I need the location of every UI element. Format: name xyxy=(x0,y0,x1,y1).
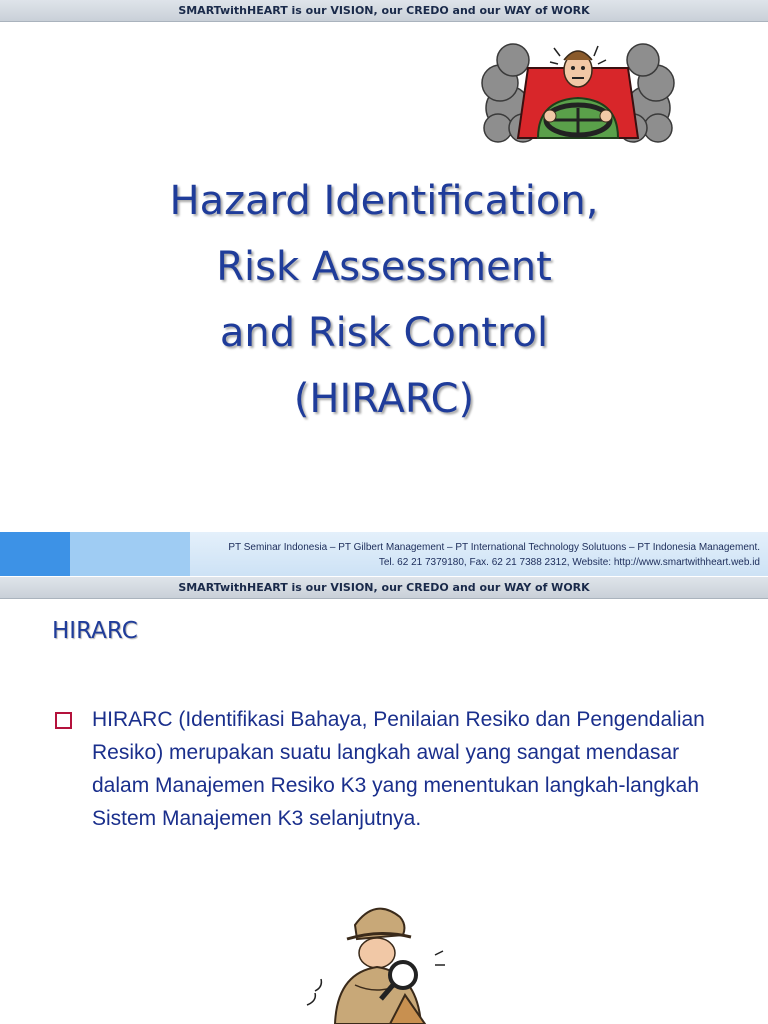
footer-companies: PT Seminar Indonesia – PT Gilbert Management – PT International Technology Solutuons – PT Indonesia Management. xyxy=(228,542,760,553)
slide2-header-text: SMARTwithHEART is our VISION, our CREDO and our WAY of WORK xyxy=(178,581,590,594)
slide1-footer-text xyxy=(190,540,760,570)
title-line-4: (HIRARC) xyxy=(293,376,475,422)
title-line-2: Risk Assessment xyxy=(216,244,552,290)
stressed-driver-clipart xyxy=(478,28,678,148)
footer-contact: Tel. 62 21 7379180, Fax. 62 21 7388 2312, Website: http://www.smartwithheart.web.id xyxy=(378,557,760,568)
slide1-header-bar xyxy=(0,0,768,22)
title-line-1: Hazard Identification, xyxy=(169,178,599,224)
footer-accent-block-light xyxy=(70,532,190,576)
footer-accent-block xyxy=(0,532,70,576)
slide2-bullet-text: HIRARC (Identifikasi Bahaya, Penilaian Resiko dan Pengendalian Resiko) merupakan suatu langkah awal yang sangat mendasar dalam Manajemen Resiko K3 yang menentukan langkah-langkah Sistem Manajemen K3 selanjutnya. xyxy=(92,708,705,830)
detective-magnifier-clipart xyxy=(285,895,455,1024)
slide2-title: HIRARC xyxy=(52,618,138,644)
bullet-square-icon xyxy=(55,712,72,729)
title-line-3: and Risk Control xyxy=(219,310,549,356)
slide1-header-text: SMARTwithHEART is our VISION, our CREDO and our WAY of WORK xyxy=(178,4,590,17)
slide1-title xyxy=(0,168,768,432)
slide2-header-bar xyxy=(0,577,768,599)
